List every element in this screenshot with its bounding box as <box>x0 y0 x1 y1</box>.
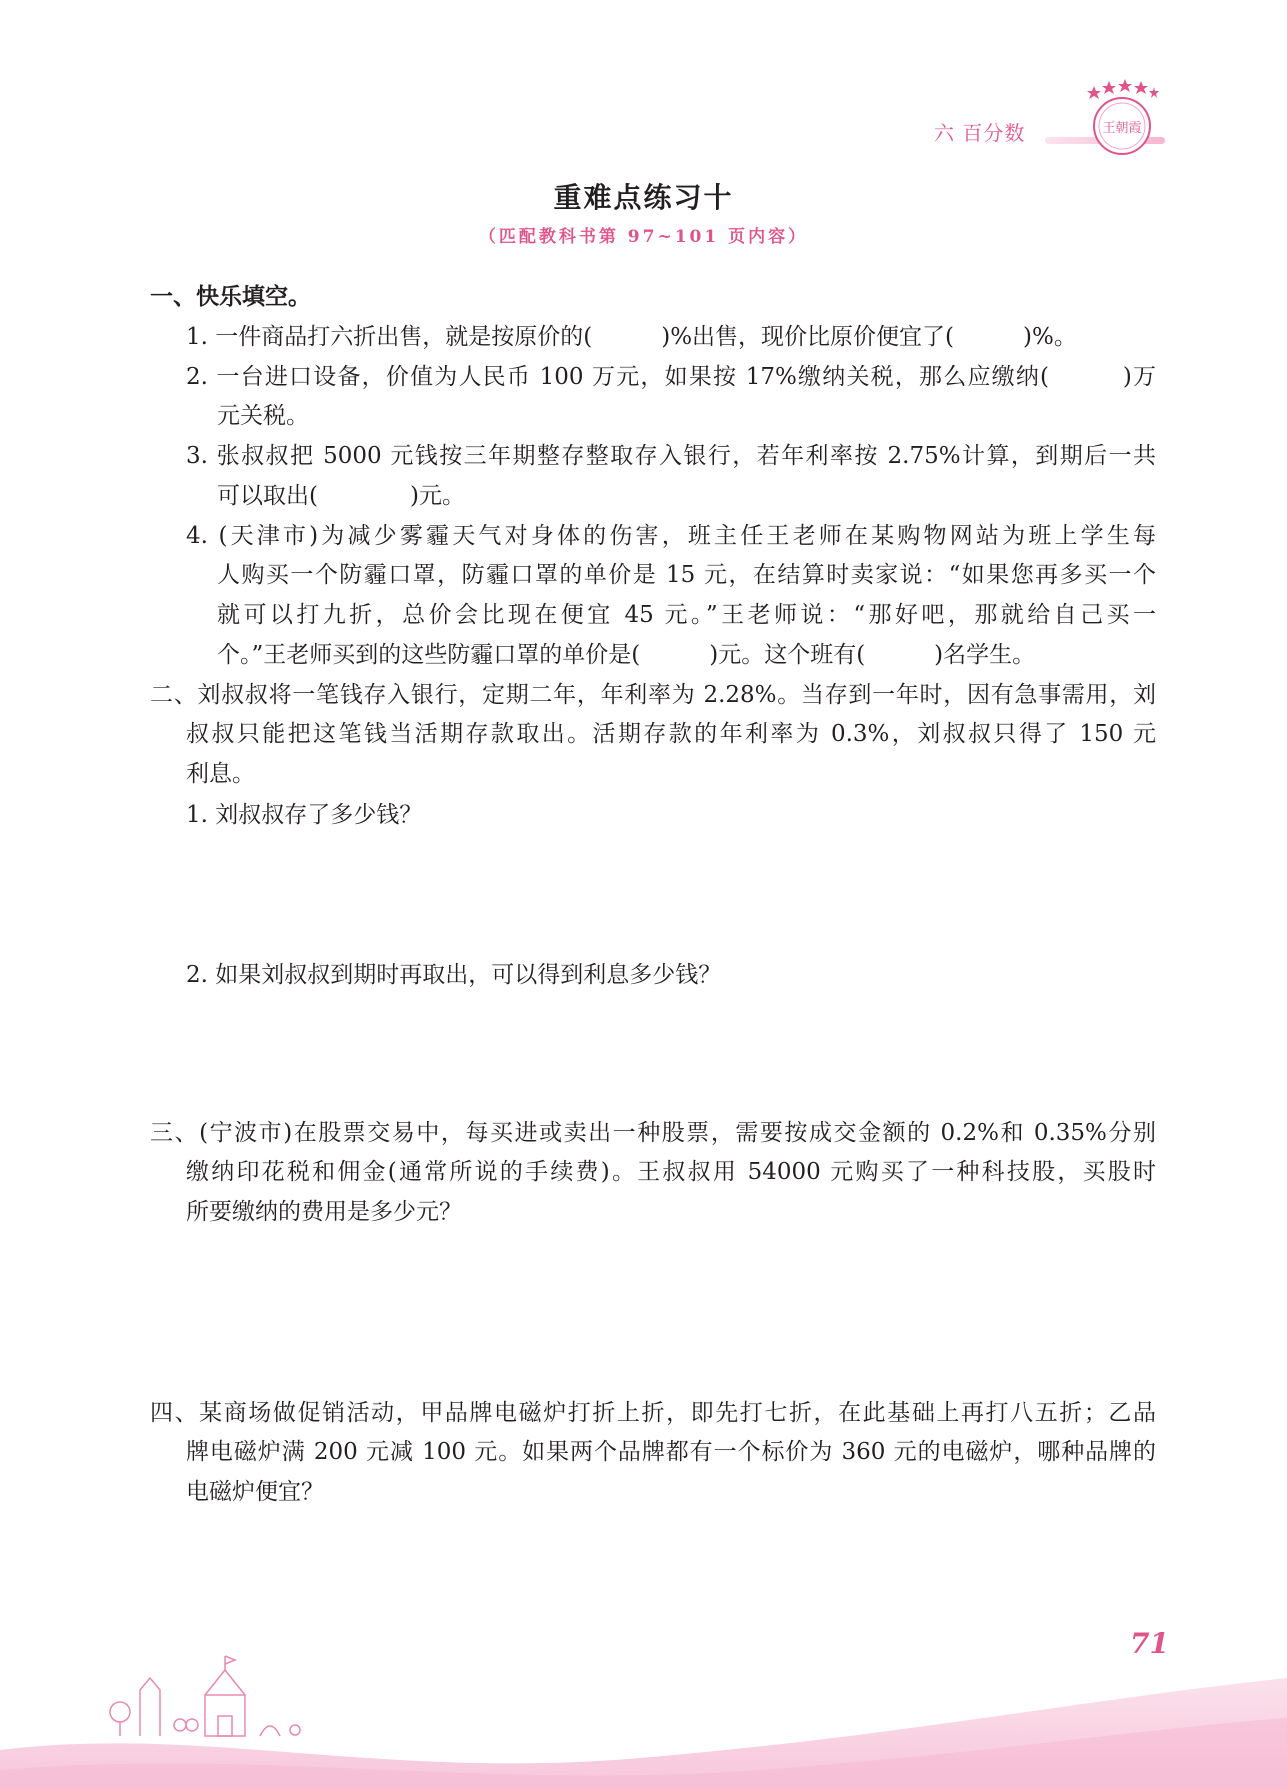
section-2-line-1: 二、刘叔叔将一笔钱存入银行，定期二年，年利率为 2.28%。当存到一年时，因有急事需用，刘 <box>150 682 1156 708</box>
s1-question-4-line-2: 人购买一个防霾口罩，防霾口罩的单价是 15 元，在结算时卖家说：“如果您再多买一个 <box>217 562 1156 588</box>
section-3-line-2: 缴纳印花税和佣金(通常所说的手续费)。王叔叔用 54000 元购买了一种科技股，买股时 <box>186 1159 1156 1185</box>
castle-illustration-icon <box>100 1650 340 1740</box>
s1-question-2-line-1: 2. 一台进口设备，价值为人民币 100 万元，如果按 17%缴纳关税，那么应缴纳( )万 <box>186 364 1156 390</box>
s1-question-3-line-1: 3. 张叔叔把 5000 元钱按三年期整存整取存入银行，若年利率按 2.75%计算，到期后一共 <box>186 443 1156 469</box>
section-3-line-1: 三、(宁波市)在股票交易中，每买进或卖出一种股票，需要按成交金额的 0.2%和 0.35%分别 <box>150 1120 1156 1146</box>
page-title: 重难点练习十 <box>553 181 734 214</box>
s2-question-1: 1. 刘叔叔存了多少钱？ <box>186 802 423 828</box>
s1-question-2-line-2: 元关税。 <box>217 403 309 429</box>
section-2-line-3: 利息。 <box>186 761 255 787</box>
s1-question-4-line-3: 就可以打九折，总价会比现在便宜 45 元。”王老师说：“那好吧，那就给自己买一 <box>217 602 1156 628</box>
svg-text:王朝霞: 王朝霞 <box>1102 121 1142 136</box>
s1-question-4-line-4: 个。”王老师买到的这些防霾口罩的单价是( )元。这个班有( )名学生。 <box>217 642 1036 668</box>
s1-question-1: 1. 一件商品打六折出售，就是按原价的( )%出售，现价比原价便宜了( )%。 <box>186 324 1077 350</box>
chapter-label: 六 百分数 <box>934 121 1026 145</box>
section-4-line-2: 牌电磁炉满 200 元减 100 元。如果两个品牌都有一个标价为 360 元的电磁炉，哪种品牌的 <box>186 1439 1156 1465</box>
section-4-line-3: 电磁炉便宜？ <box>186 1479 324 1505</box>
page-subtitle: （匹配教科书第 97~101 页内容） <box>478 227 809 247</box>
section-4-line-1: 四、某商场做促销活动，甲品牌电磁炉打折上折，即先打七折，在此基础上再打八五折；乙品 <box>150 1400 1156 1426</box>
section-2-line-2: 叔叔只能把这笔钱当活期存款取出。活期存款的年利率为 0.3%，刘叔叔只得了 150 元 <box>186 721 1156 747</box>
s2-question-2: 2. 如果刘叔叔到期时再取出，可以得到利息多少钱？ <box>186 962 722 988</box>
brand-badge-icon <box>1082 78 1160 158</box>
s1-question-3-line-2: 可以取出( )元。 <box>217 483 465 509</box>
page-number: 71 <box>1130 1627 1169 1660</box>
section-3-line-3: 所要缴纳的费用是多少元？ <box>186 1199 462 1225</box>
s1-question-4-line-1: 4. (天津市)为减少雾霾天气对身体的伤害，班主任王老师在某购物网站为班上学生每 <box>186 523 1156 549</box>
section-1-heading: 一、快乐填空。 <box>150 284 311 310</box>
